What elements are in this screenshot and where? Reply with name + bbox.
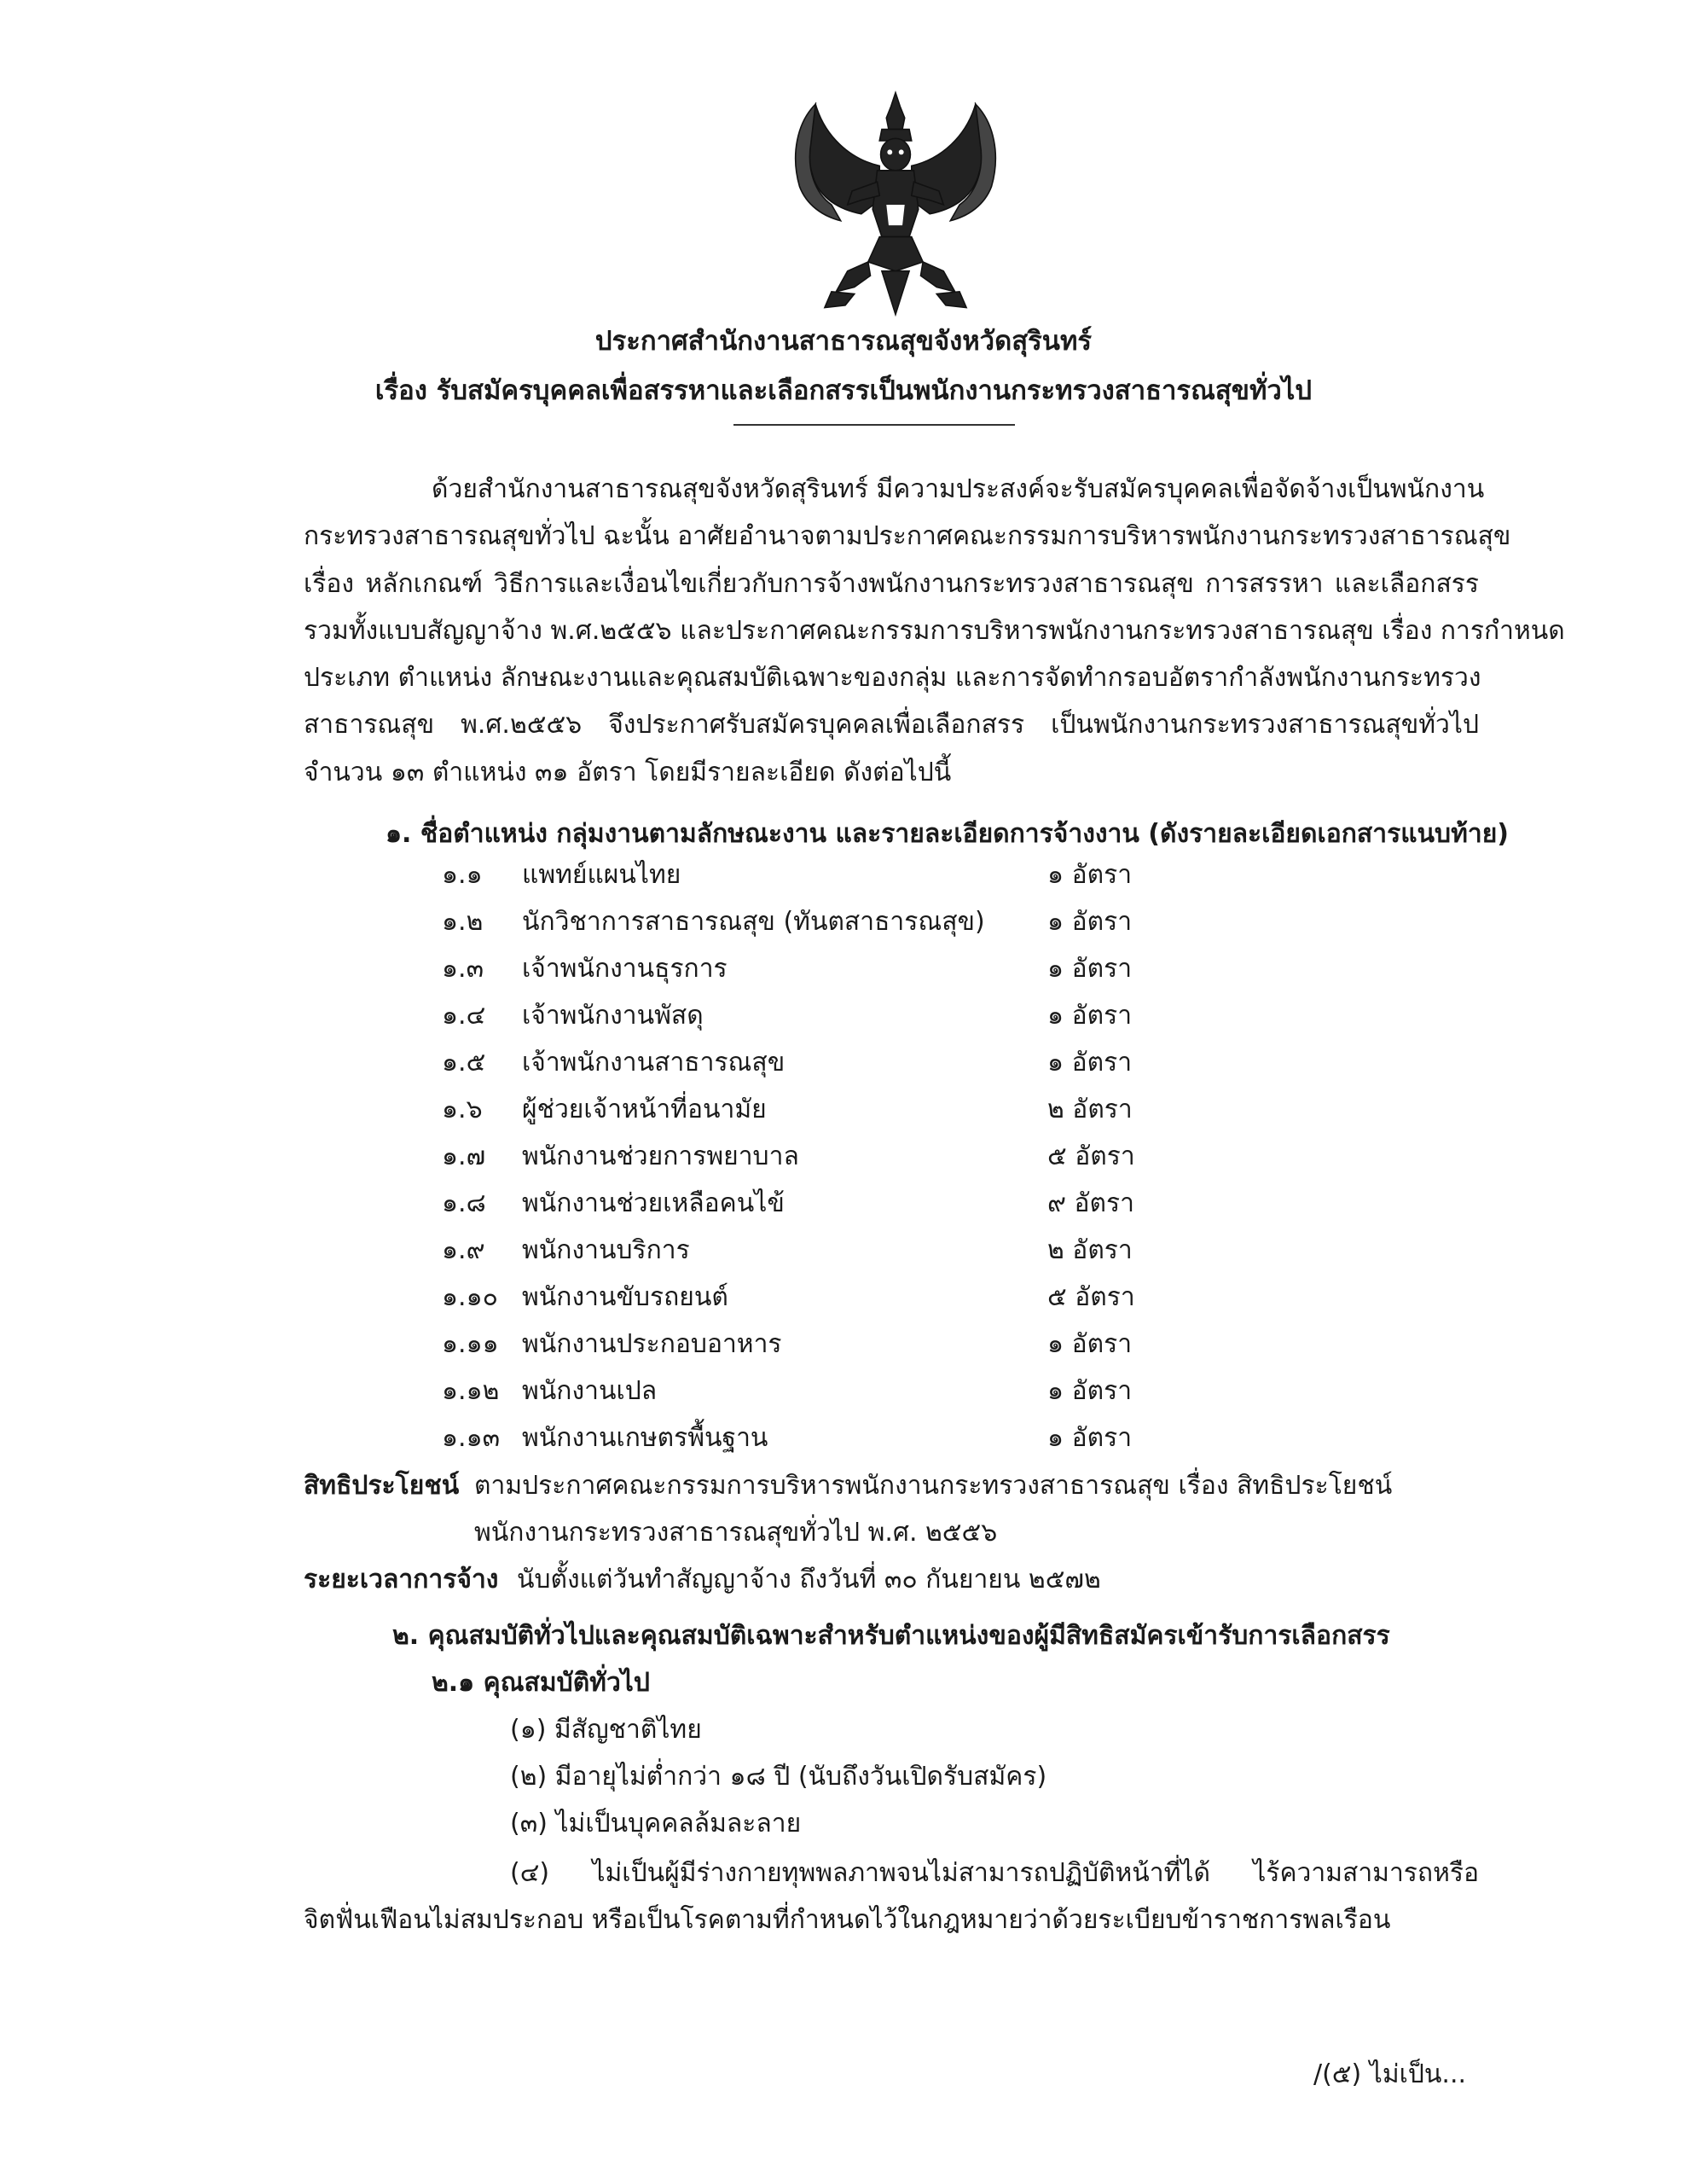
qualification-item: (๑) มีสัญชาติไทย (510, 1715, 702, 1745)
position-count: ๑ อัตรา (1047, 1376, 1133, 1406)
position-name: พนักงานเกษตรพื้นฐาน (522, 1423, 768, 1453)
position-count: ๑ อัตรา (1047, 860, 1133, 890)
position-number: ๑.๗ (442, 1141, 486, 1171)
position-number: ๑.๙ (442, 1235, 485, 1265)
position-number: ๑.๑๐ (442, 1282, 498, 1312)
intro-line: สาธารณสุข พ.ศ.๒๕๕๖ จึงประกาศรับสมัครบุคคลเพื่อเลือกสรร เป็นพนักงานกระทรวงสาธารณสุขทั่วไป (304, 710, 1479, 741)
position-count: ๑ อัตรา (1047, 1329, 1133, 1359)
position-count: ๙ อัตรา (1047, 1188, 1134, 1218)
position-name: พนักงานบริการ (522, 1235, 690, 1265)
position-count: ๑ อัตรา (1047, 1423, 1133, 1453)
position-number: ๑.๑๑ (442, 1329, 499, 1359)
position-count: ๑ อัตรา (1047, 907, 1133, 937)
position-count: ๑ อัตรา (1047, 1048, 1133, 1077)
intro-line: จำนวน ๑๓ ตำแหน่ง ๓๑ อัตรา โดยมีรายละเอียด ดังต่อไปนี้ (304, 757, 952, 787)
intro-line: ประเภท ตำแหน่ง ลักษณะงานและคุณสมบัติเฉพาะของกลุ่ม และการจัดทำกรอบอัตรากำลังพนักงานกระทรวง (304, 663, 1481, 694)
position-number: ๑.๕ (442, 1048, 486, 1077)
position-count: ๕ อัตรา (1047, 1282, 1135, 1312)
position-number: ๑.๓ (442, 954, 484, 984)
position-name: แพทย์แผนไทย (522, 860, 681, 890)
intro-line: รวมทั้งแบบสัญญาจ้าง พ.ศ.๒๕๕๖ และประกาศคณะกรรมการบริหารพนักงานกระทรวงสาธารณสุข เรื่อง การกำหนด (304, 615, 1565, 646)
intro-paragraph (304, 466, 1565, 796)
intro-line: กระทรวงสาธารณสุขทั่วไป ฉะนั้น อาศัยอำนาจตามประกาศคณะกรรมการบริหารพนักงานกระทรวงสาธารณสุข (304, 521, 1511, 552)
position-count: ๒ อัตรา (1047, 1235, 1133, 1265)
position-number: ๑.๒ (442, 907, 484, 937)
benefits-label: สิทธิประโยชน์ (304, 1471, 460, 1501)
document-subject: เรื่อง รับสมัครบุคคลเพื่อสรรหาและเลือกสรรเป็นพนักงานกระทรวงสาธารณสุขทั่วไป (374, 375, 1313, 406)
position-number: ๑.๑ (442, 860, 483, 890)
intro-line: เรื่อง หลักเกณฑ์ วิธีการและเงื่อนไขเกี่ยวกับการจ้างพนักงานกระทรวงสาธารณสุข การสรรหา และเลือกสรร (304, 568, 1479, 599)
benefits-text: ตามประกาศคณะกรรมการบริหารพนักงานกระทรวงสาธารณสุข เรื่อง สิทธิประโยชน์ (474, 1471, 1393, 1501)
position-name: พนักงานช่วยการพยาบาล (522, 1141, 799, 1171)
intro-line: ด้วยสำนักงานสาธารณสุขจังหวัดสุรินทร์ มีความประสงค์จะรับสมัครบุคคลเพื่อจัดจ้างเป็นพนักงาน (432, 474, 1485, 504)
document-title: ประกาศสำนักงานสาธารณสุขจังหวัดสุรินทร์ (594, 326, 1093, 357)
position-number: ๑.๘ (442, 1188, 486, 1218)
position-number: ๑.๖ (442, 1095, 483, 1124)
section-1-heading: ๑. ชื่อตำแหน่ง กลุ่มงานตามลักษณะงาน และรายละเอียดการจ้างงาน (ดังรายละเอียดเอกสารแนบท้าย) (386, 819, 1509, 849)
employment-period-text: นับตั้งแต่วันทำสัญญาจ้าง ถึงวันที่ ๓๐ กันยายน ๒๕๗๒ (517, 1565, 1101, 1594)
qualification-item: (๓) ไม่เป็นบุคคลล้มละลาย (510, 1809, 802, 1838)
position-name: พนักงานประกอบอาหาร (522, 1329, 782, 1359)
position-count: ๕ อัตรา (1047, 1141, 1135, 1171)
position-name: พนักงานช่วยเหลือคนไข้ (522, 1188, 785, 1218)
position-count: ๒ อัตรา (1047, 1095, 1133, 1124)
section-2-1-heading: ๒.๑ คุณสมบัติทั่วไป (432, 1668, 650, 1698)
qualification-item-4 (304, 1850, 1479, 1944)
qualification-item: (๒) มีอายุไม่ต่ำกว่า ๑๘ ปี (นับถึงวันเปิดรับสมัคร) (510, 1762, 1047, 1792)
employment-period-label: ระยะเวลาการจ้าง (304, 1565, 499, 1594)
page-continuation: /(๕) ไม่เป็น... (1313, 2059, 1467, 2089)
position-name: พนักงานขับรถยนต์ (522, 1282, 728, 1312)
title-divider (733, 424, 1015, 426)
position-name: เจ้าพนักงานสาธารณสุข (522, 1048, 786, 1077)
position-name: เจ้าพนักงานธุรการ (522, 954, 728, 984)
position-number: ๑.๑๓ (442, 1423, 501, 1453)
position-name: เจ้าพนักงานพัสดุ (522, 1001, 704, 1031)
garuda-emblem (781, 90, 1010, 319)
section-2-heading: ๒. คุณสมบัติทั่วไปและคุณสมบัติเฉพาะสำหรับตำแหน่งของผู้มีสิทธิสมัครเข้ารับการเลือกสรร (392, 1621, 1390, 1651)
position-count: ๑ อัตรา (1047, 954, 1133, 984)
qualification-line: (๔) ไม่เป็นผู้มีร่างกายทุพพลภาพจนไม่สามารถปฏิบัติหน้าที่ได้ ไร้ความสามารถหรือ (510, 1858, 1479, 1888)
position-name: ผู้ช่วยเจ้าหน้าที่อนามัย (522, 1095, 767, 1124)
position-name: พนักงานเปล (522, 1376, 658, 1406)
position-name: นักวิชาการสาธารณสุข (ทันตสาธารณสุข) (522, 907, 985, 937)
position-count: ๑ อัตรา (1047, 1001, 1133, 1031)
position-number: ๑.๑๒ (442, 1376, 500, 1406)
position-number: ๑.๔ (442, 1001, 486, 1031)
qualification-line: จิตฟั่นเฟือนไม่สมประกอบ หรือเป็นโรคตามที่กำหนดไว้ในกฎหมายว่าด้วยระเบียบข้าราชการพลเรือน (304, 1905, 1391, 1936)
benefits-text-continued: พนักงานกระทรวงสาธารณสุขทั่วไป พ.ศ. ๒๕๕๖ (474, 1518, 998, 1548)
